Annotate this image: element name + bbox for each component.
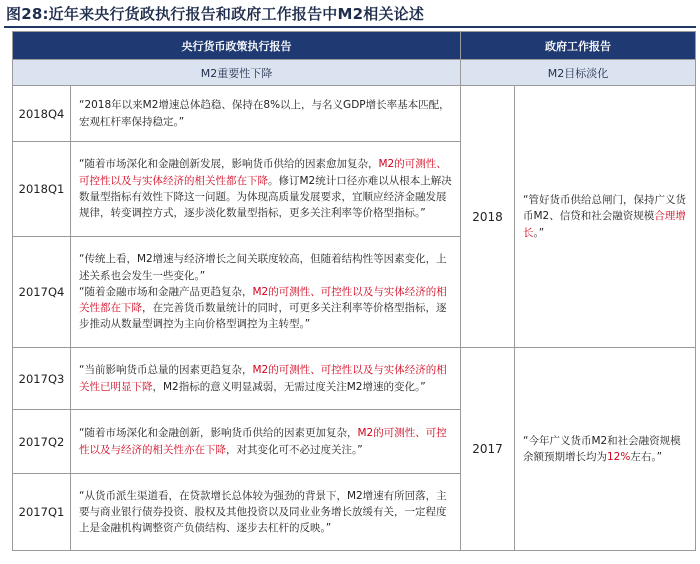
subheader-row xyxy=(13,60,696,86)
quote-text: 左右。” xyxy=(630,451,663,463)
quote-paragraph xyxy=(79,97,453,130)
quarter-label: 2017Q1 xyxy=(13,474,71,551)
quote-paragraph xyxy=(79,251,453,284)
quarter-text xyxy=(71,86,461,142)
subheader-right: M2目标淡化 xyxy=(461,60,696,86)
highlight-text: 合理增长 xyxy=(523,210,686,239)
quarter-label: 2017Q4 xyxy=(13,237,71,348)
table-row xyxy=(13,86,696,142)
quarter-label: 2018Q4 xyxy=(13,86,71,142)
quarter-text xyxy=(71,410,461,474)
header-left: 央行货币政策执行报告 xyxy=(13,32,461,60)
quote-paragraph xyxy=(79,425,453,458)
quarter-text xyxy=(71,474,461,551)
quote-text: “2018年以来M2增速总体趋稳、保持在8%以上，与名义GDP增长率基本匹配，宏观杠杆率保持稳定。” xyxy=(79,99,450,128)
quote-paragraph xyxy=(79,362,453,395)
title-rule xyxy=(4,26,696,28)
quote-text: 。修订M2统计口径亦难以从根本上解决数量型指标有效性下降这一问题。为体现高质量发展要求，宜顺应经济金融发展规律，转变调控方式，逐步淡化数量型指标，更多关注利率等价格型指标。” xyxy=(79,174,452,220)
highlight-text: M2的可测性、可控性以及与经济的相关性亦在下降 xyxy=(79,427,447,456)
quarter-label: 2017Q3 xyxy=(13,348,71,410)
header-right: 政府工作报告 xyxy=(461,32,696,60)
year-label: 2018 xyxy=(461,86,515,348)
year-label: 2017 xyxy=(461,348,515,551)
quote-text: “当前影响货币总量的因素更趋复杂， xyxy=(79,364,253,377)
year-text xyxy=(515,86,696,348)
figure-title: 图28:近年来央行货政执行报告和政府工作报告中M2相关论述 xyxy=(6,5,425,23)
quarter-text xyxy=(71,142,461,237)
year-text xyxy=(515,348,696,551)
quote-text: “管好货币供给总闸门，保持广义货币M2、信贷和社会融资规模 xyxy=(523,194,686,223)
quote-paragraph xyxy=(523,433,688,466)
m2-comparison-table xyxy=(12,31,696,551)
quote-text: “今年广义货币M2和社会融资规模余额预期增长均为 xyxy=(523,434,681,463)
quarter-text xyxy=(71,237,461,348)
highlight-text: 12% xyxy=(607,451,631,463)
quarter-label: 2018Q1 xyxy=(13,142,71,237)
quote-text: “从货币派生渠道看，在贷款增长总体较为强劲的背景下，M2增速有所回落，主要与商业银行债券投资、股权及其他投资以及同业业务增长放缓有关，一定程度上是金融机构调整资产负债结构、逐步去杠杆的反映。” xyxy=(79,489,447,535)
highlight-text: M2的可测性、可控性以及与实体经济的相关性都在下降 xyxy=(79,158,447,187)
quote-text: 。” xyxy=(533,226,545,239)
quote-paragraph xyxy=(79,156,453,221)
quote-text: ，M2指标的意义明显减弱，无需过度关注M2增速的变化。” xyxy=(152,380,426,393)
subheader-left: M2重要性下降 xyxy=(13,60,461,86)
header-row xyxy=(13,32,696,60)
highlight-text: M2的可测性、可控性以及与实体经济的相关性都在下降 xyxy=(79,285,447,315)
quote-text: “传统上看，M2增速与经济增长之间关联度较高，但随着结构性等因素变化，上述关系也会发生一些变化。” xyxy=(79,253,447,282)
table-row xyxy=(13,348,696,410)
highlight-text: M2的可测性、可控性以及与实体经济的相关性已明显下降 xyxy=(79,364,447,393)
quote-text: ，在完善货币数量统计的同时，可更多关注利率等价格型指标，逐步推动从数量型调控为主向价格型调控为主转型。” xyxy=(79,302,447,331)
quarter-text xyxy=(71,348,461,410)
quote-paragraph xyxy=(523,192,688,241)
quote-paragraph xyxy=(79,284,453,333)
quote-text: ，对其变化可不必过度关注。” xyxy=(226,443,363,456)
quote-text: “随着市场深化和金融创新发展，影响货币供给的因素愈加复杂， xyxy=(79,158,379,171)
quote-text: “随着金融市场和金融产品更趋复杂， xyxy=(79,285,253,298)
quote-paragraph xyxy=(79,488,453,537)
quote-text: “随着市场深化和金融创新，影响货币供给的因素更加复杂， xyxy=(79,427,358,440)
quarter-label: 2017Q2 xyxy=(13,410,71,474)
